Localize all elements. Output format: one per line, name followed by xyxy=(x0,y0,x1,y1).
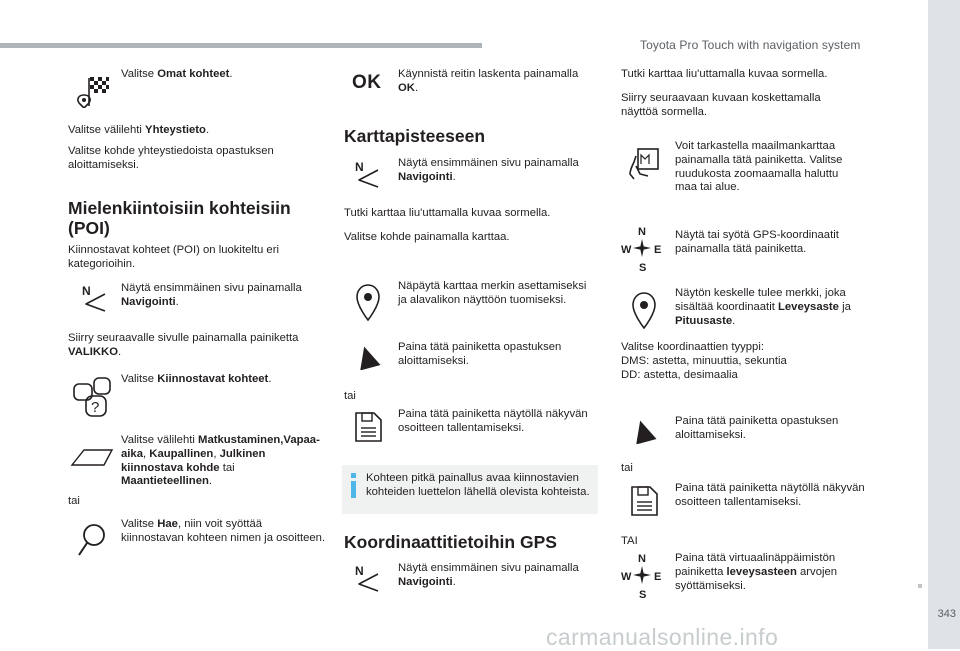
col3-p1: Tutki karttaa liu'uttamalla kuvaa sormella. xyxy=(621,68,828,80)
search-icon xyxy=(76,522,108,558)
navigation-arrow-icon xyxy=(82,284,108,312)
text: Näytä ensimmäinen sivu painamalla xyxy=(121,282,302,294)
svg-text:N: N xyxy=(355,160,364,174)
col2-b5: Paina tätä painiketta näytöllä näkyvän osoitteen tallentamiseksi. xyxy=(398,408,588,434)
col1-tai: tai xyxy=(68,495,80,507)
section-heading-karttapiste: Karttapisteeseen xyxy=(344,126,486,146)
side-strip xyxy=(928,0,960,649)
text: ja xyxy=(838,300,851,313)
text: DD: astetta, desimaalia xyxy=(621,368,738,381)
col2-p1: Tutki karttaa liu'uttamalla kuvaa sormella. xyxy=(344,207,551,219)
text: Valitse välilehti xyxy=(121,434,199,446)
text: . xyxy=(208,475,213,488)
bold-text: Yhteystieto xyxy=(145,124,206,136)
bold-text: Leveysaste xyxy=(778,300,839,313)
map-pin-icon xyxy=(354,282,382,322)
text: Näytön keskelle tulee merkki, joka sisältää koordinaatit xyxy=(675,287,846,313)
compass-icon xyxy=(621,226,663,274)
bold-text: Pituusaste xyxy=(675,314,733,327)
col2-tai: tai xyxy=(344,390,356,402)
col3-tai2: TAI xyxy=(621,535,638,547)
save-icon xyxy=(352,410,384,444)
col1-b2 xyxy=(121,282,321,310)
col1-b4 xyxy=(121,434,326,489)
col1-b1 xyxy=(121,68,321,82)
col3-b6 xyxy=(675,552,865,593)
text: Näytä ensimmäinen sivu painamalla xyxy=(398,157,579,169)
text: Valitse xyxy=(121,518,158,530)
col3-b2: Näytä tai syötä GPS-koordinaatit painamalla tätä painiketta. xyxy=(675,229,839,255)
col1-b5 xyxy=(121,518,326,546)
info-note xyxy=(342,465,598,514)
col3-b3 xyxy=(675,287,865,328)
bold-text: Kiinnostavat kohteet xyxy=(157,373,269,385)
page-header: Toyota Pro Touch with navigation system xyxy=(640,38,861,52)
compass-n: N xyxy=(638,226,646,238)
text: arvojen syöttämiseksi. xyxy=(675,565,838,592)
header-bar xyxy=(0,43,482,48)
compass-w: W xyxy=(621,571,632,583)
bold-text: Hae xyxy=(157,518,178,530)
triangle-play-icon xyxy=(355,344,381,370)
watermark: carmanualsonline.info xyxy=(546,624,779,650)
bold-text: Navigointi xyxy=(398,575,453,588)
save-icon xyxy=(628,484,660,518)
compass-n: N xyxy=(638,553,646,565)
navigation-arrow-icon xyxy=(355,564,381,592)
text: Käynnistä reitin laskenta painamalla xyxy=(398,68,579,80)
page-dot xyxy=(918,584,922,588)
text: Paina tätä virtuaalinäppäimistön painiketta xyxy=(675,552,836,578)
compass-w: W xyxy=(621,244,632,256)
col1-b3 xyxy=(121,373,321,387)
poi-categories-icon xyxy=(72,376,114,418)
bold-text: Julkinen kiinnostava kohde xyxy=(121,447,266,474)
text: . xyxy=(268,373,272,385)
triangle-play-icon xyxy=(631,418,657,444)
svg-text:N: N xyxy=(82,284,91,298)
world-map-hand-icon xyxy=(626,146,662,182)
col3-tai: tai xyxy=(621,462,633,474)
text: . xyxy=(229,68,233,80)
compass-s: S xyxy=(639,589,647,601)
compass-e: E xyxy=(654,571,662,583)
bold-text: Omat kohteet xyxy=(157,68,230,80)
section-heading-poi: Mielenkiintoisiin kohteisiin (POI) xyxy=(68,198,291,238)
text: Siirry seuraavalle sivulle painamalla painiketta xyxy=(68,332,299,344)
col1-p2: Valitse kohde yhteystiedoista opastuksen aloittamiseksi. xyxy=(68,145,274,171)
col3-b4: Paina tätä painiketta opastuksen aloittamiseksi. xyxy=(675,415,839,441)
text: . xyxy=(205,124,210,136)
text: . xyxy=(452,170,456,183)
col3-p2: Siirry seuraavaan kuvaan koskettamalla näyttöä sormella. xyxy=(621,92,821,118)
text: Näytä ensimmäinen sivu painamalla xyxy=(398,562,579,574)
col3-b5: Paina tätä painiketta näytöllä näkyvän osoitteen tallentamiseksi. xyxy=(675,482,865,508)
bold-text: Navigointi xyxy=(121,295,176,308)
text: , niin voit syöttää kiinnostavan kohteen nimen ja osoitteen. xyxy=(121,518,326,544)
text: Valitse välilehti xyxy=(68,124,146,136)
svg-text:N: N xyxy=(355,564,364,578)
col3-b1: Voit tarkastella maailmankarttaa painamalla tätä painiketta. Valitse ruudukosta zoomaamalla haluttu maa tai alue. xyxy=(675,140,843,194)
compass-icon xyxy=(621,553,663,601)
text: Valitse xyxy=(121,68,158,80)
text: . xyxy=(175,295,179,308)
info-note-text: Kohteen pitkä painallus avaa kiinnostavien kohteiden luettelon lähellä olevista kohteista. xyxy=(366,472,590,498)
compass-s: S xyxy=(639,262,647,274)
col2-b3: Näpäytä karttaa merkin asettamiseksi ja alavalikon näyttöön tuomiseksi. xyxy=(398,280,587,306)
col1-p4 xyxy=(68,332,318,360)
col2-b1 xyxy=(398,68,594,96)
text: . xyxy=(732,314,736,327)
bold-text: Maantieteellinen xyxy=(121,475,209,488)
col3-p3 xyxy=(621,341,881,382)
tab-parallelogram-icon xyxy=(70,448,114,468)
svg-text:?: ? xyxy=(91,399,100,416)
text: , xyxy=(213,447,220,460)
text: tai xyxy=(219,461,235,474)
text: DMS: astetta, minuuttia, sekuntia xyxy=(621,354,787,367)
bold-text: VALIKKO xyxy=(68,345,118,358)
text: . xyxy=(414,81,419,94)
info-icon xyxy=(350,473,357,499)
page-number: 343 xyxy=(937,608,956,620)
bold-text: Navigointi xyxy=(398,170,453,183)
text: Valitse koordinaattien tyyppi: xyxy=(621,341,764,353)
col1-p1 xyxy=(68,124,323,138)
map-pin-icon xyxy=(630,290,658,330)
col2-b6 xyxy=(398,562,596,590)
col2-p2: Valitse kohde painamalla karttaa. xyxy=(344,231,510,243)
navigation-arrow-icon xyxy=(355,160,381,188)
text: Valitse xyxy=(121,373,158,385)
flag-pin-icon xyxy=(74,74,110,108)
text: , xyxy=(143,447,150,460)
col2-b2 xyxy=(398,157,596,185)
bold-text: leveysasteen xyxy=(726,565,797,578)
col1-p3: Kiinnostavat kohteet (POI) on luokiteltu eri kategorioihin. xyxy=(68,244,279,270)
text: . xyxy=(118,345,122,358)
ok-icon: OK xyxy=(352,72,382,93)
bold-text: OK xyxy=(398,81,415,94)
bold-text: Kaupallinen xyxy=(149,447,214,460)
section-heading-gps: Koordinaattitietoihin GPS xyxy=(344,532,557,552)
text: . xyxy=(452,575,456,588)
bold-text: Matkustaminen,Vapaa-aika xyxy=(121,434,320,460)
compass-e: E xyxy=(654,244,662,256)
col2-b4: Paina tätä painiketta opastuksen aloittamiseksi. xyxy=(398,341,562,367)
